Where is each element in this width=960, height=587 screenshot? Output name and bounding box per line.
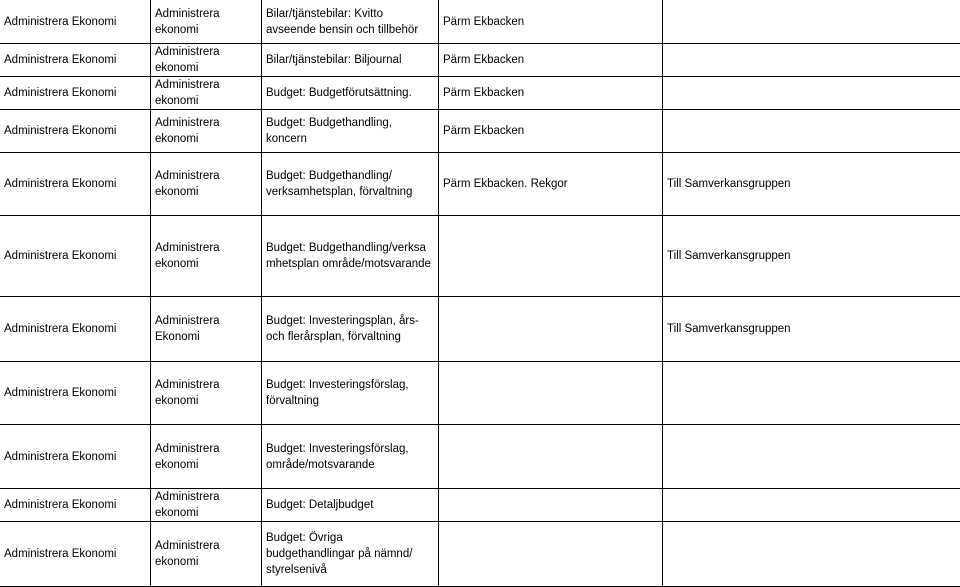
storage-cell bbox=[439, 362, 663, 425]
activity-cell: Administrera ekonomi bbox=[151, 0, 262, 44]
process-cell: Administrera Ekonomi bbox=[0, 153, 151, 216]
note-cell bbox=[663, 522, 960, 587]
table-row bbox=[0, 110, 960, 153]
storage-cell: Pärm Ekbacken bbox=[439, 77, 663, 110]
process-cell: Administrera Ekonomi bbox=[0, 362, 151, 425]
activity-cell: Administrera ekonomi bbox=[151, 153, 262, 216]
note-cell bbox=[663, 44, 960, 77]
table-row bbox=[0, 425, 960, 489]
activity-cell: Administrera ekonomi bbox=[151, 362, 262, 425]
process-cell: Administrera Ekonomi bbox=[0, 0, 151, 44]
document-type-cell: Budget: Budgethandling/ verksamhetsplan, förvaltning bbox=[262, 153, 439, 216]
document-type-cell: Budget: Övriga budgethandlingar på nämnd/ styrelsenivå bbox=[262, 522, 439, 587]
document-type-cell: Budget: Investeringsförslag, område/motsvarande bbox=[262, 425, 439, 489]
storage-cell bbox=[439, 297, 663, 362]
note-cell bbox=[663, 425, 960, 489]
document-type-cell: Bilar/tjänstebilar: Kvitto avseende bensin och tillbehör bbox=[262, 0, 439, 44]
activity-cell: Administrera ekonomi bbox=[151, 77, 262, 110]
note-cell bbox=[663, 362, 960, 425]
note-cell: Till Samverkansgruppen bbox=[663, 216, 960, 297]
table-row bbox=[0, 44, 960, 77]
table-row bbox=[0, 216, 960, 297]
storage-cell: Pärm Ekbacken bbox=[439, 110, 663, 153]
storage-cell: Pärm Ekbacken bbox=[439, 0, 663, 44]
table-row bbox=[0, 0, 960, 44]
activity-cell: Administrera ekonomi bbox=[151, 489, 262, 522]
storage-cell bbox=[439, 425, 663, 489]
process-cell: Administrera Ekonomi bbox=[0, 77, 151, 110]
process-cell: Administrera Ekonomi bbox=[0, 425, 151, 489]
activity-cell: Administrera Ekonomi bbox=[151, 297, 262, 362]
process-cell: Administrera Ekonomi bbox=[0, 489, 151, 522]
storage-cell: Pärm Ekbacken bbox=[439, 44, 663, 77]
note-cell bbox=[663, 489, 960, 522]
document-type-cell: Budget: Budgethandling, koncern bbox=[262, 110, 439, 153]
table-row bbox=[0, 362, 960, 425]
table-row bbox=[0, 153, 960, 216]
activity-cell: Administrera ekonomi bbox=[151, 216, 262, 297]
note-cell bbox=[663, 77, 960, 110]
process-cell: Administrera Ekonomi bbox=[0, 44, 151, 77]
note-cell bbox=[663, 0, 960, 44]
note-cell: Till Samverkansgruppen bbox=[663, 153, 960, 216]
document-type-cell: Bilar/tjänstebilar: Biljournal bbox=[262, 44, 439, 77]
table-row bbox=[0, 522, 960, 587]
document-type-cell: Budget: Budgethandling/verksamhetsplan område/motsvarande bbox=[262, 216, 439, 297]
process-cell: Administrera Ekonomi bbox=[0, 110, 151, 153]
activity-cell: Administrera ekonomi bbox=[151, 522, 262, 587]
process-cell: Administrera Ekonomi bbox=[0, 216, 151, 297]
activity-cell: Administrera ekonomi bbox=[151, 44, 262, 77]
storage-cell bbox=[439, 522, 663, 587]
activity-cell: Administrera ekonomi bbox=[151, 425, 262, 489]
process-cell: Administrera Ekonomi bbox=[0, 297, 151, 362]
process-cell: Administrera Ekonomi bbox=[0, 522, 151, 587]
document-type-cell: Budget: Investeringsförslag, förvaltning bbox=[262, 362, 439, 425]
storage-cell bbox=[439, 489, 663, 522]
storage-cell bbox=[439, 216, 663, 297]
table-row bbox=[0, 297, 960, 362]
table-row bbox=[0, 489, 960, 522]
table-row bbox=[0, 77, 960, 110]
document-type-cell: Budget: Detaljbudget bbox=[262, 489, 439, 522]
note-cell: Till Samverkansgruppen bbox=[663, 297, 960, 362]
document-type-cell: Budget: Investeringsplan, års- och flerårsplan, förvaltning bbox=[262, 297, 439, 362]
storage-cell: Pärm Ekbacken. Rekgor bbox=[439, 153, 663, 216]
document-type-cell: Budget: Budgetförutsättning. bbox=[262, 77, 439, 110]
note-cell bbox=[663, 110, 960, 153]
activity-cell: Administrera ekonomi bbox=[151, 110, 262, 153]
